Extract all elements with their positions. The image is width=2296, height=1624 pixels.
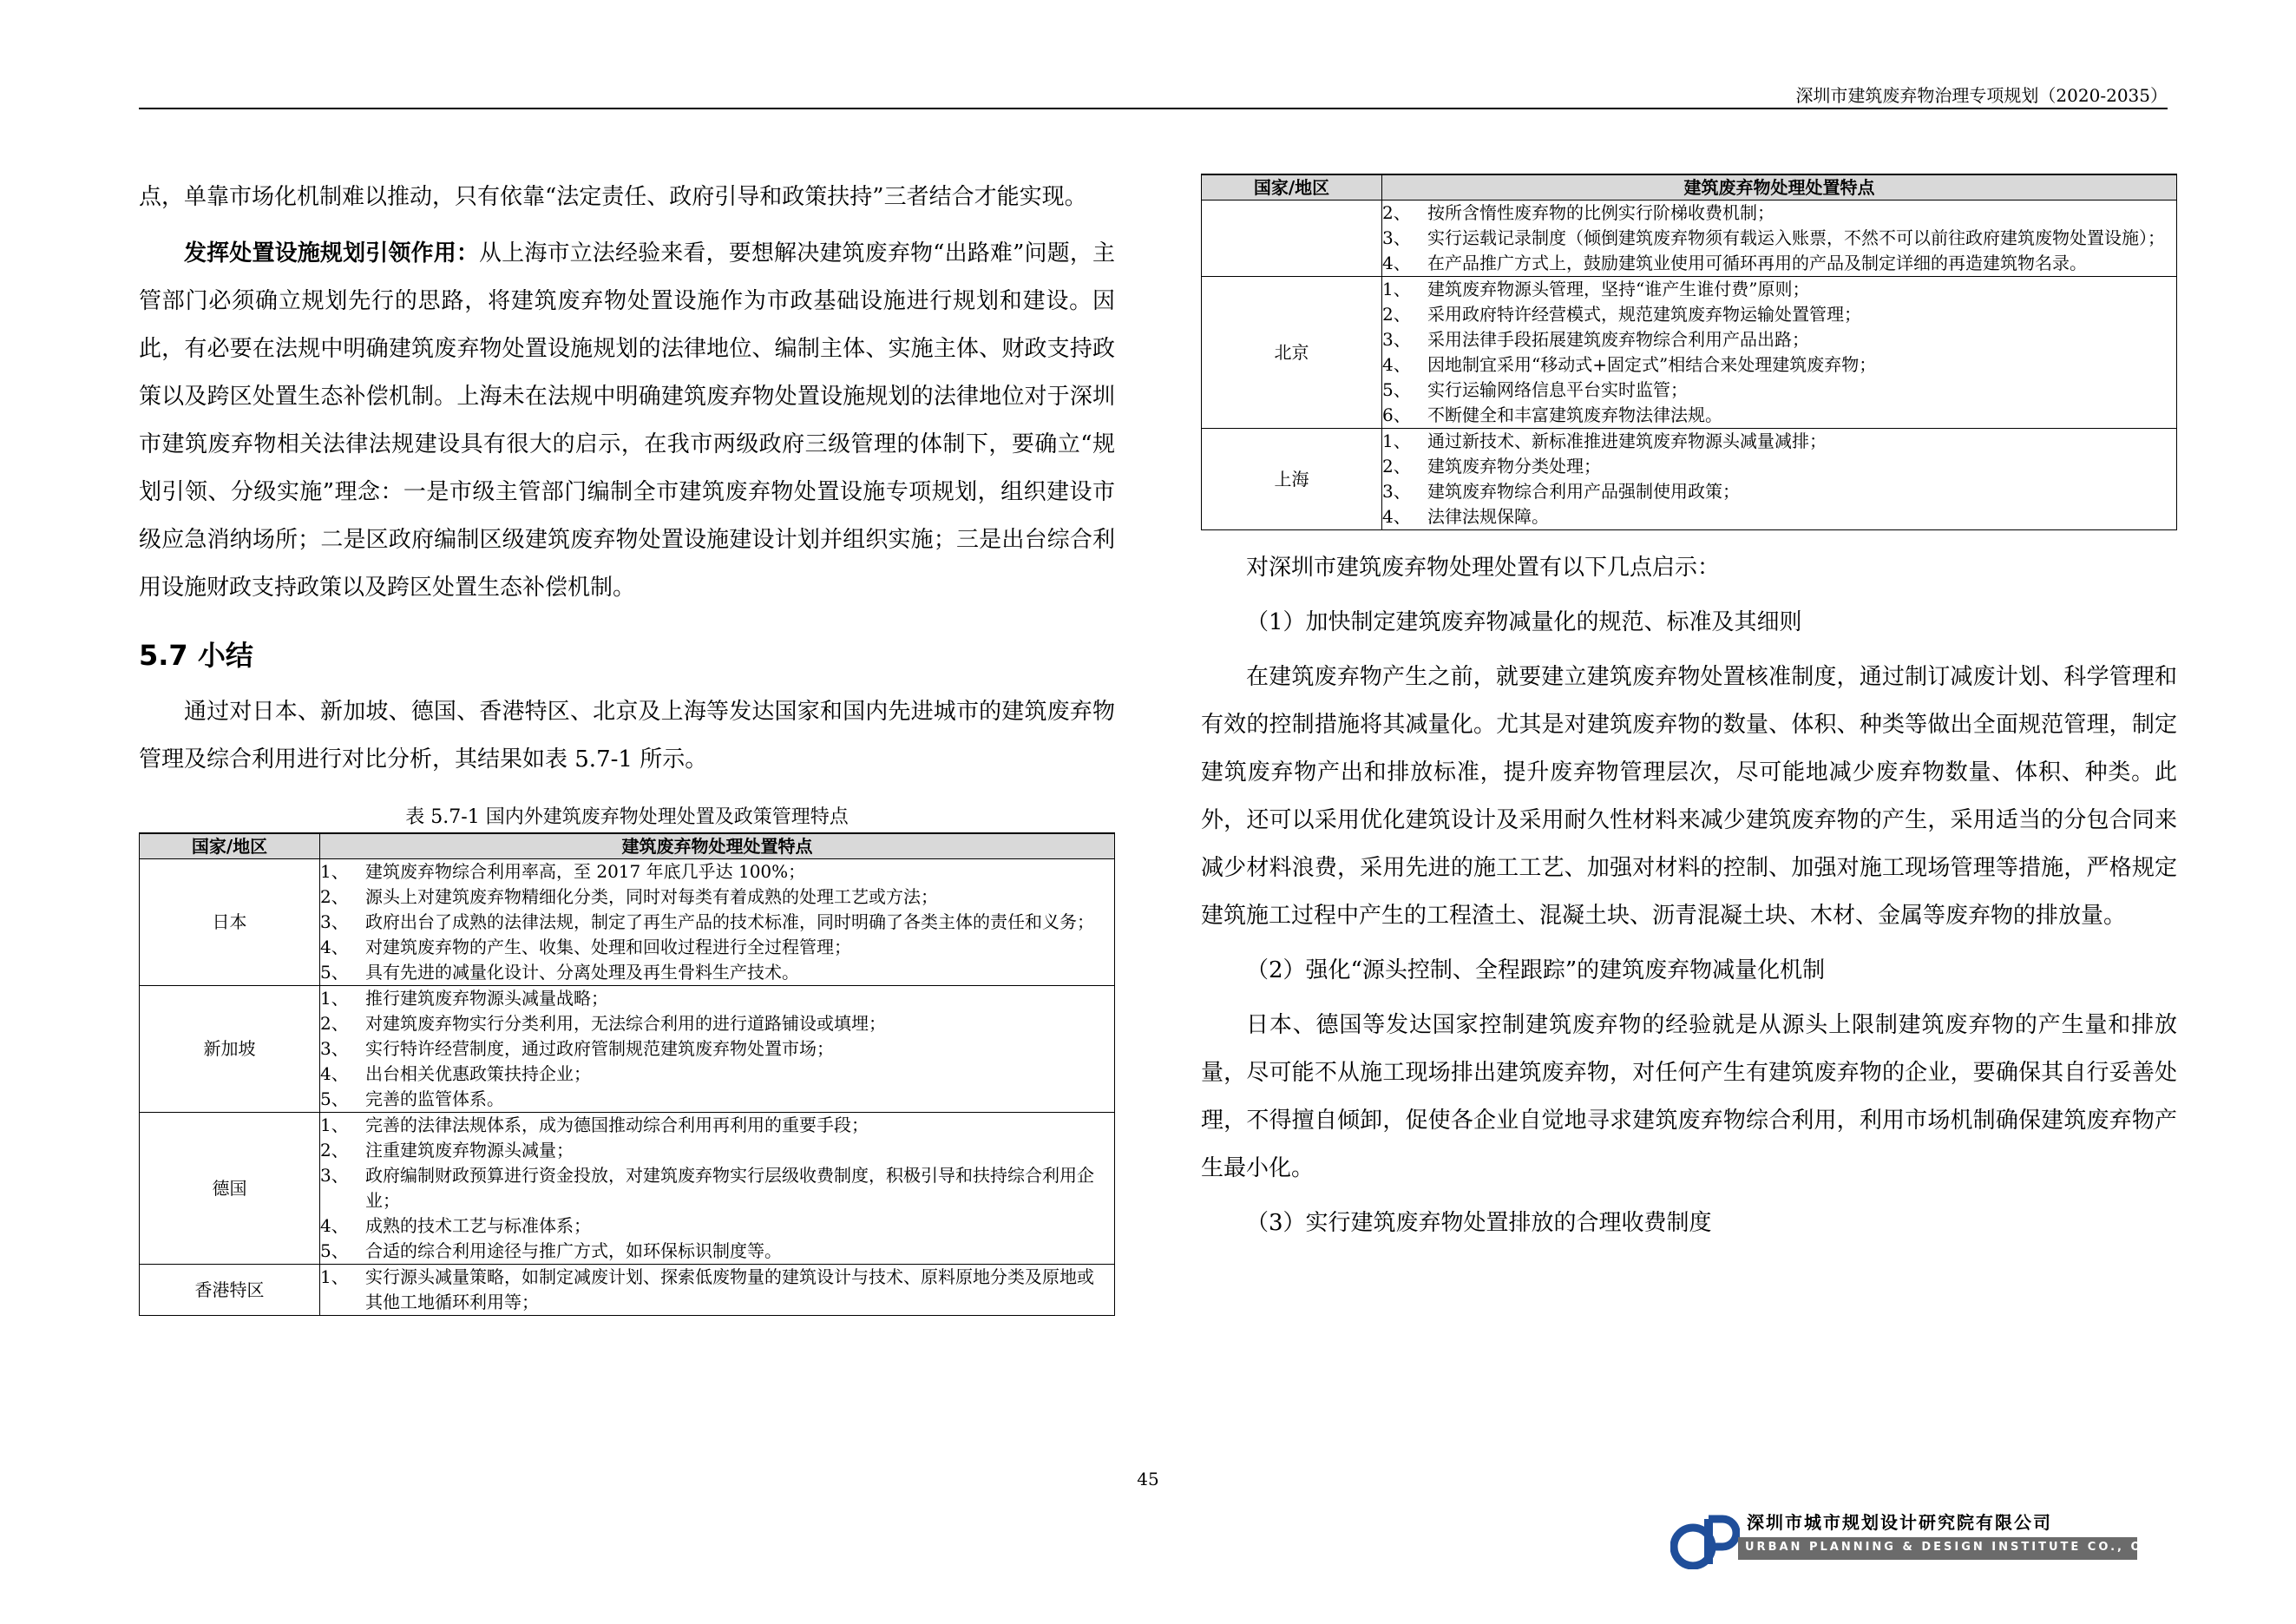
feature-item	[320, 935, 1107, 960]
table-row	[140, 859, 1115, 986]
feature-text: 源头上对建筑废弃物精细化分类，同时对每类有着成熟的处理工艺或方法；	[365, 886, 938, 907]
feature-text: 因地制宜采用“移动式+固定式”相结合来处理建筑废弃物；	[1427, 354, 1877, 375]
region-cell: 德国	[140, 1113, 320, 1265]
feature-number: 3、	[320, 911, 349, 932]
feature-number: 3、	[1382, 329, 1411, 350]
right-heading-1: （1）加快制定建筑废弃物减量化的规范、标准及其细则	[1246, 609, 1802, 635]
feature-number: 5、	[320, 1240, 349, 1261]
right-paragraph-1: 在建筑废弃物产生之前，就要建立建筑废弃物处置核准制度，通过制订减废计划、科学管理和有效的控制措施将其减量化。尤其是对建筑废弃物的数量、体积、种类等做出全面规范管理，制定建筑废弃物产出和排放标准，提升废弃物管理层次，尽可能地减少废弃物数量、体积、种类。此外，还可以采用优化建筑设计及采用耐久性材料来减少建筑废弃物的产生，采用适当的分包合同来减少材料浪费，采用先进的施工工艺、加强对材料的控制、加强对施工现场管理等措施，严格规定建筑施工过程中产生的工程渣土、混凝土块、沥青混凝土块、木材、金属等废弃物的排放量。	[1201, 664, 2177, 929]
feature-item	[320, 1011, 1107, 1036]
left-paragraph-2-body: 从上海市立法经验来看，要想解决建筑废弃物“出路难”问题，主管部门必须确立规划先行的思路，将建筑废弃物处置设施作为市政基础设施进行规划和建设。因此，有必要在法规中明确建筑废弃物处置设施规划的法律地位、编制主体、实施主体、财政支持政策以及跨区处置生态补偿机制。上海未在法规中明确建筑废弃物处置设施规划的法律地位对于深圳市建筑废弃物相关法律法规建设具有很大的启示，在我市两级政府三级管理的体制下，要确立“规划引领、分级实施”理念：一是市级主管部门编制全市建筑废弃物处置设施专项规划，组织建设市级应急消纳场所；二是区政府编制区级建筑废弃物处置设施建设计划并组织实施；三是出台综合利用设施财政支持政策以及跨区处置生态补偿机制。	[139, 240, 1115, 601]
feature-item	[1382, 302, 2169, 327]
table-header-row	[1202, 174, 2177, 201]
feature-item	[320, 960, 1107, 985]
feature-text: 推行建筑废弃物源头减量战略；	[365, 988, 608, 1009]
features-table-left	[139, 832, 1115, 1316]
table-row	[140, 1113, 1115, 1265]
right-paragraph-2: 日本、德国等发达国家控制建筑废弃物的经验就是从源头上限制建筑废弃物的产生量和排放量，尽可能不从施工现场排出建筑废弃物，对任何产生有建筑废弃物的企业，要确保其自行妥善处理，不得擅自倾卸，促使各企业自觉地寻求建筑废弃物综合利用，利用市场机制确保建筑废弃物产生最小化。	[1201, 1012, 2177, 1181]
left-paragraph-2	[139, 230, 1115, 612]
region-cell: 日本	[140, 859, 320, 986]
feature-item	[1382, 277, 2169, 302]
feature-text: 注重建筑废弃物源头减量；	[365, 1140, 574, 1160]
table-row	[140, 986, 1115, 1113]
feature-text: 建筑废弃物综合利用率高，至 2017 年底几乎达 100%；	[365, 861, 806, 882]
right-heading-3: （3）实行建筑废弃物处置排放的合理收费制度	[1246, 1210, 1712, 1236]
table-row	[1202, 277, 2177, 429]
feature-number: 2、	[1382, 304, 1411, 325]
region-cell: 新加坡	[140, 986, 320, 1113]
feature-text: 完善的监管体系。	[365, 1088, 504, 1109]
features-cell	[320, 1265, 1115, 1316]
feature-text: 实行运载记录制度（倾倒建筑废弃物须有载运入账票，不然不可以前往政府建筑废物处置设施）；	[1427, 227, 2165, 248]
feature-number: 4、	[1382, 253, 1411, 273]
section-title: 5.7 小结	[139, 639, 253, 672]
left-paragraph-3: 通过对日本、新加坡、德国、香港特区、北京及上海等发达国家和国内先进城市的建筑废弃物管理及综合利用进行对比分析，其结果如表 5.7-1 所示。	[139, 699, 1115, 773]
feature-text: 完善的法律法规体系，成为德国推动综合利用再利用的重要手段；	[365, 1114, 869, 1135]
region-cell: 上海	[1202, 429, 1382, 530]
feature-item	[320, 986, 1107, 1011]
feature-item	[320, 859, 1107, 884]
feature-item	[320, 1138, 1107, 1163]
feature-number: 1、	[320, 1114, 349, 1135]
right-intro: 对深圳市建筑废弃物处理处置有以下几点启示：	[1246, 555, 1721, 581]
features-cell	[320, 986, 1115, 1113]
feature-item	[1382, 378, 2169, 403]
feature-number: 2、	[320, 1140, 349, 1160]
left-paragraph-1: 点，单靠市场化机制难以推动，只有依靠“法定责任、政府引导和政策扶持”三者结合才能实现。	[139, 184, 1087, 210]
feature-text: 对建筑废弃物实行分类利用，无法综合利用的进行道路铺设或填埋；	[365, 1013, 886, 1034]
feature-number: 4、	[320, 937, 349, 957]
feature-number: 1、	[320, 988, 349, 1009]
feature-item	[1382, 226, 2169, 251]
feature-text: 实行源头减量策略，如制定减废计划、探索低废物量的建筑设计与技术、原料原地分类及原地或其他工地循环利用等；	[365, 1266, 1094, 1312]
institute-name-bar	[1738, 1537, 2251, 1560]
feature-number: 6、	[1382, 404, 1411, 425]
feature-number: 5、	[320, 1088, 349, 1109]
feature-text: 建筑废弃物源头管理，坚持“谁产生谁付费”原则；	[1427, 279, 1810, 299]
feature-text: 法律法规保障。	[1427, 506, 1549, 527]
feature-item	[320, 910, 1107, 935]
feature-item	[1382, 327, 2169, 352]
feature-text: 政府编制财政预算进行资金投放，对建筑废弃物实行层级收费制度，积极引导和扶持综合利用企业；	[365, 1165, 1094, 1211]
feature-number: 3、	[1382, 481, 1411, 502]
feature-item	[1382, 403, 2169, 428]
features-cell	[1382, 429, 2177, 530]
feature-number: 5、	[1382, 379, 1411, 400]
feature-text: 实行特许经营制度，通过政府管制规范建筑废弃物处置市场；	[365, 1038, 834, 1059]
feature-number: 2、	[1382, 202, 1411, 223]
left-paragraph-2-lead: 发挥处置设施规划引领作用：	[184, 240, 480, 266]
feature-item	[320, 1213, 1107, 1239]
table-row	[1202, 429, 2177, 530]
header-title: 深圳市建筑废弃物治理专项规划（2020-2035）	[1795, 85, 2168, 106]
feature-text: 建筑废弃物分类处理；	[1427, 456, 1601, 477]
features-table-right	[1201, 174, 2177, 530]
features-cell	[320, 1113, 1115, 1265]
feature-item	[320, 1265, 1107, 1315]
feature-number: 3、	[320, 1038, 349, 1059]
feature-text: 按所含惰性废弃物的比例实行阶梯收费机制；	[1427, 202, 1774, 223]
feature-number: 4、	[320, 1063, 349, 1084]
feature-item	[1382, 429, 2169, 454]
table-caption: 表 5.7-1 国内外建筑废弃物处理处置及政策管理特点	[405, 806, 849, 828]
feature-number: 4、	[1382, 354, 1411, 375]
table-header-row	[140, 833, 1115, 859]
page-number: 45	[1137, 1469, 1159, 1489]
feature-text: 通过新技术、新标准推进建筑废弃物源头减量减排；	[1427, 431, 1827, 451]
feature-item	[1382, 504, 2169, 529]
region-cell	[1202, 201, 1382, 277]
feature-item	[1382, 454, 2169, 479]
feature-item	[320, 1113, 1107, 1138]
feature-number: 1、	[1382, 279, 1411, 299]
features-cell	[320, 859, 1115, 986]
feature-item	[320, 1087, 1107, 1112]
feature-number: 2、	[320, 886, 349, 907]
feature-number: 4、	[320, 1215, 349, 1236]
institute-name-cn: 深圳市城市规划设计研究院有限公司	[1747, 1512, 2052, 1533]
feature-item	[1382, 352, 2169, 378]
feature-number: 4、	[1382, 506, 1411, 527]
feature-number: 1、	[320, 861, 349, 882]
header-rule	[139, 108, 2168, 109]
feature-text: 对建筑废弃物的产生、收集、处理和回收过程进行全过程管理；	[365, 937, 851, 957]
left-column	[139, 174, 1115, 1316]
feature-number: 1、	[320, 1266, 349, 1287]
institute-name-en: URBAN PLANNING & DESIGN INSTITUTE CO., OF SHENZHEN	[1745, 1541, 2251, 1554]
feature-item	[320, 1163, 1107, 1213]
feature-item	[1382, 251, 2169, 276]
table-header-features: 建筑废弃物处理处置特点	[1382, 174, 2177, 201]
feature-text: 实行运输网络信息平台实时监管；	[1427, 379, 1688, 400]
feature-text: 成熟的技术工艺与标准体系；	[365, 1215, 591, 1236]
feature-text: 合适的综合利用途径与推广方式，如环保标识制度等。	[365, 1240, 782, 1261]
table-row	[1202, 201, 2177, 277]
feature-item	[320, 1239, 1107, 1264]
feature-number: 2、	[1382, 456, 1411, 477]
feature-text: 具有先进的减量化设计、分离处理及再生骨料生产技术。	[365, 962, 799, 983]
feature-item	[320, 884, 1107, 910]
feature-item	[1382, 201, 2169, 226]
institute-logo	[1670, 1509, 2251, 1569]
feature-text: 在产品推广方式上，鼓励建筑业使用可循环再用的产品及制定详细的再造建筑物名录。	[1427, 253, 2087, 273]
feature-number: 1、	[1382, 431, 1411, 451]
region-cell: 北京	[1202, 277, 1382, 429]
features-cell	[1382, 201, 2177, 277]
feature-text: 出台相关优惠政策扶持企业；	[365, 1063, 591, 1084]
feature-text: 政府出台了成熟的法律法规，制定了再生产品的技术标准，同时明确了各类主体的责任和义务；	[365, 911, 1094, 932]
feature-number: 3、	[320, 1165, 349, 1186]
feature-text: 采用政府特许经营模式，规范建筑废弃物运输处置管理；	[1427, 304, 1861, 325]
feature-text: 建筑废弃物综合利用产品强制使用政策；	[1427, 481, 1740, 502]
table-header-region: 国家/地区	[140, 833, 320, 859]
right-column	[1201, 174, 2177, 1247]
feature-number: 2、	[320, 1013, 349, 1034]
table-header-features: 建筑废弃物处理处置特点	[320, 833, 1115, 859]
features-cell	[1382, 277, 2177, 429]
feature-number: 5、	[320, 962, 349, 983]
table-header-region: 国家/地区	[1202, 174, 1382, 201]
institute-logo-icon	[1670, 1509, 1740, 1569]
right-heading-2: （2）强化“源头控制、全程跟踪”的建筑废弃物减量化机制	[1246, 957, 1826, 983]
feature-text: 采用法律手段拓展建筑废弃物综合利用产品出路；	[1427, 329, 1809, 350]
feature-number: 3、	[1382, 227, 1411, 248]
feature-item	[320, 1036, 1107, 1062]
table-row	[140, 1265, 1115, 1316]
region-cell: 香港特区	[140, 1265, 320, 1316]
feature-text: 不断健全和丰富建筑废弃物法律法规。	[1427, 404, 1722, 425]
feature-item	[1382, 479, 2169, 504]
feature-item	[320, 1062, 1107, 1087]
